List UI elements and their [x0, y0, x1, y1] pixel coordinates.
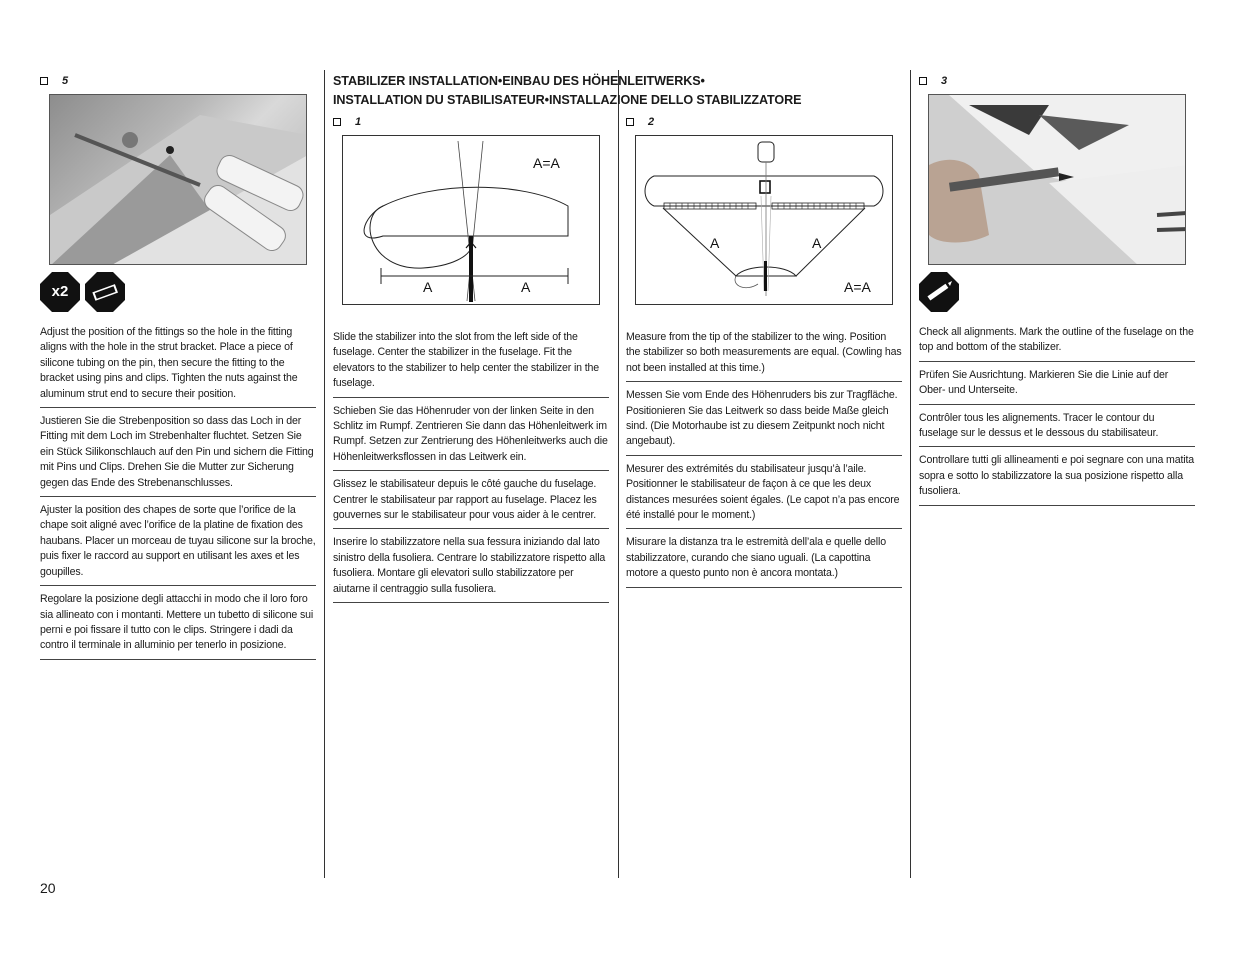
strut-fitting-illustration [50, 95, 307, 265]
paragraph-de: Prüfen Sie Ausrichtung. Markieren Sie die Linie auf der Ober- und Unterseite. [919, 368, 1195, 405]
step-3-header [919, 74, 947, 88]
marking-illustration [929, 95, 1186, 265]
paragraph-de: Justieren Sie die Strebenposition so dass das Loch in der Fitting mit dem Loch im Strebenhalter fluchtet. Setzen Sie ein Stück Silikonschlauch auf den Pin und sichern die Fitting mit Pins und Clips. Drehen Sie die Mutter zur Sicherung gegen das Ende des Strebenanschlusses. [40, 414, 316, 497]
paragraph-fr: Ajuster la position des chapes de sorte que l’orifice de la chape soit aligné avec l’orifice de la platine de fixation des haubans. Placer un morceau de tuyau silicone sur la broche, puis fixer le raccord au support en utilisant les axes et les goupilles. [40, 503, 316, 586]
page-number: 20 [40, 880, 56, 896]
paragraph-en: Check all alignments. Mark the outline of the fuselage on the top and bottom of the stabilizer. [919, 325, 1195, 362]
step-number: 5 [62, 75, 69, 87]
strut-fitting-photo [49, 94, 307, 265]
checkbox-icon[interactable] [626, 118, 634, 126]
paragraph-de: Messen Sie vom Ende des Höhenruders bis zur Tragfläche. Positionieren Sie das Leitwerk so dass beide Maße gleich sind. (Die Motorhaube ist zu diesem Zeitpunkt noch nicht angebaut). [626, 388, 902, 456]
quantity-badge-text: x2 [51, 283, 69, 300]
step-number: 1 [355, 116, 362, 128]
column-divider-3 [910, 70, 911, 878]
paragraph-fr: Contrôler tous les alignements. Tracer le contour du fuselage sur le dessus et le dessous du stabilisateur. [919, 411, 1195, 448]
diagram-right-label: A [812, 235, 822, 251]
column-divider-2 [618, 70, 619, 878]
diagram-equal-label: A=A [533, 155, 560, 171]
step-1-header [333, 115, 361, 129]
col4-text [919, 325, 1195, 512]
section-title-line-2: INSTALLATION DU STABILISATEUR•INSTALLAZIONE DELLO STABILIZZATORE [333, 93, 802, 107]
paragraph-fr: Glissez le stabilisateur depuis le côté gauche du fuselage. Centrer le stabilisateur par rapport au fuselage. Placez les gouvernes sur le stabilisateur pour vous aider à le centrer. [333, 477, 609, 529]
paragraph-it: Misurare la distanza tra le estremità dell’ala e quelle dello stabilizzatore, curando che siano uguali. (La capottina motore a questo punto non è ancora montata.) [626, 535, 902, 587]
section-title [333, 72, 903, 110]
step-number: 2 [648, 116, 655, 128]
col1-text [40, 325, 316, 666]
stabilizer-centering-diagram [342, 135, 600, 305]
stabilizer-alignment-diagram [635, 135, 893, 305]
checkbox-icon[interactable] [40, 77, 48, 85]
paragraph-fr: Mesurer des extrémités du stabilisateur jusqu’à l’aile. Positionner le stabilisateur de façon à ce que les deux distances mesurées soient égales. (Le capot n’a pas encore été installé pour le moment.) [626, 462, 902, 530]
paragraph-en: Adjust the position of the fittings so the hole in the fitting aligns with the hole in the strut bracket. Place a piece of silicone tubing on the pin, then secure the fitting to the bracket using pins and clips. Tighten the nuts against the aluminum strut end to secure their position. [40, 325, 316, 408]
col2-text [333, 330, 609, 609]
diagram-right-label: A [521, 279, 531, 295]
diagram-left-label: A [423, 279, 433, 295]
marking-stabilizer-photo [928, 94, 1186, 265]
diagram-left-label: A [710, 235, 720, 251]
section-title-line-1: STABILIZER INSTALLATION•EINBAU DES HÖHENLEITWERKS• [333, 74, 705, 88]
silicone-tube-icon [85, 272, 125, 312]
checkbox-icon[interactable] [333, 118, 341, 126]
x2-badge-icon [40, 272, 80, 312]
column-divider-1 [324, 70, 325, 878]
paragraph-it: Inserire lo stabilizzatore nella sua fessura iniziando dal lato sinistro della fusoliera. Centrare lo stabilizzatore rispetto alla fusoliera. Montare gli elevatori sullo stabilizzatore per aiutarne il centraggio sulla fusoliera. [333, 535, 609, 603]
paragraph-it: Controllare tutti gli allineamenti e poi segnare con una matita sopra e sotto lo stabilizzatore la sua posizione rispetto alla fusoliera. [919, 453, 1195, 505]
paragraph-de: Schieben Sie das Höhenruder von der linken Seite in den Schlitz im Rumpf. Zentrieren Sie dann das Höhenleitwerk im Rumpf. Setzen zur Zentrierung des Höhenleitwerks auch die Höhenleitwerksflossen in das Leitwerk ein. [333, 404, 609, 472]
paragraph-en: Measure from the tip of the stabilizer to the wing. Position the stabilizer so both measurements are equal. (Cowling has not been installed at this time.) [626, 330, 902, 382]
col3-text [626, 330, 902, 594]
step-5-header [40, 74, 68, 88]
diagram-equal-label: A=A [844, 279, 871, 295]
checkbox-icon[interactable] [919, 77, 927, 85]
paragraph-en: Slide the stabilizer into the slot from the left side of the fuselage. Center the stabilizer in the fuselage. Fit the elevators to the stabilizer to help center the stabilizer in the fuselage. [333, 330, 609, 398]
step-2-header [626, 115, 654, 129]
paragraph-it: Regolare la posizione degli attacchi in modo che il loro foro sia allineato con i montanti. Mettere un tubetto di silicone sui perni e poi fissare il tutto con le clips. Stringere i dadi da contro il terminale in alluminio per tenerlo in posizione. [40, 592, 316, 660]
felt-pen-icon [919, 272, 959, 312]
step-number: 3 [941, 75, 948, 87]
